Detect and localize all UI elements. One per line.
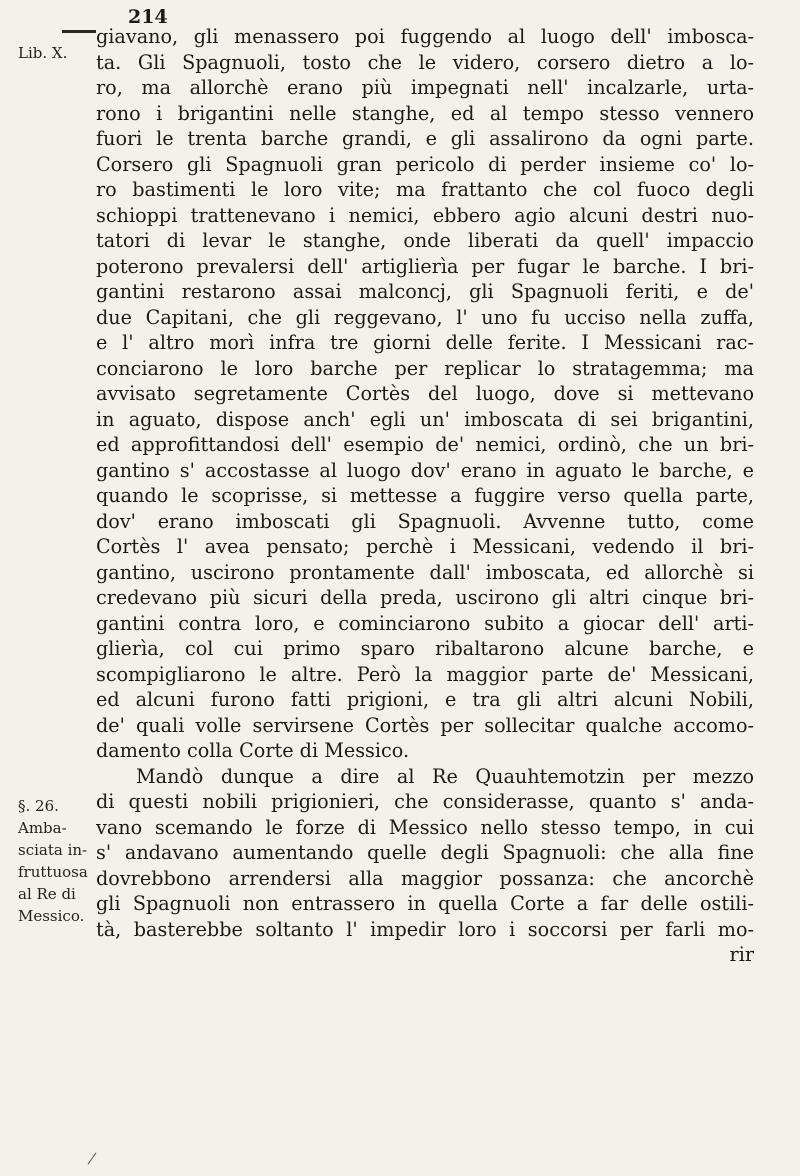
text-line: Cortès l' avea pensato; perchè i Messicani, vedendo il bri- — [96, 535, 754, 558]
text-line: vano scemando le forze di Messico nello stesso tempo, in cui — [96, 815, 754, 839]
text-line: Corsero gli Spagnuoli gran pericolo di perder insieme co' lo- — [96, 152, 754, 176]
page-number: 214 — [128, 6, 168, 28]
text-line: tatori di levar le stanghe, onde liberati da quell' impaccio — [96, 229, 754, 252]
text-line: gantino, uscirono prontamente dall' imboscata, ed allorchè si — [96, 560, 754, 584]
text-line: s' andavano aumentando quelle degli Spagnuoli: che alla fine — [96, 841, 754, 864]
text-line: conciarono le loro barche per replicar lo stratagemma; ma — [96, 356, 754, 380]
text-line: schioppi trattenevano i nemici, ebbero agio alcuni destri nuo- — [96, 203, 754, 227]
text-line: gantini contra loro, e cominciarono subito a giocar dell' arti- — [96, 611, 754, 635]
text-line: avvisato segretamente Cortès del luogo, dove si mettevano — [96, 382, 754, 405]
text-line: de' quali volle servirsene Cortès per sollecitar qualche accomo- — [96, 713, 754, 737]
text-line: gli Spagnuoli non entrassero in quella Corte a far delle ostili- — [96, 892, 754, 915]
margin-note-line: sciata in- — [18, 841, 88, 859]
text-line: gantino s' accostasse al luogo dov' erano in aguato le barche, e — [96, 458, 754, 482]
text-line: quando le scoprisse, si mettesse a fuggire verso quella parte, — [96, 484, 754, 507]
margin-note-line: fruttuosa — [18, 863, 88, 881]
body-text — [96, 24, 754, 968]
margin-note-book — [18, 42, 68, 64]
text-line: tà, basterebbe soltanto l' impedir loro i soccorsi per farli mo- — [96, 917, 754, 941]
margin-note-line: al Re di — [18, 885, 76, 903]
margin-note-line: Amba- — [18, 819, 67, 837]
margin-note-line: Lib. X. — [18, 44, 68, 62]
text-line: giavano, gli menassero poi fuggendo al luogo dell' imbosca- — [96, 25, 754, 48]
text-line: dov' erano imboscati gli Spagnuoli. Avvenne tutto, come — [96, 509, 754, 533]
text-line: ed alcuni furono fatti prigioni, e tra gli altri alcuni Nobili, — [96, 688, 754, 711]
text-line: gantini restarono assai malconcj, gli Spagnuoli feriti, e de' — [96, 280, 754, 303]
margin-note-section-26 — [18, 795, 88, 927]
text-line: poterono prevalersi dell' artiglierìa per fugar le barche. I bri- — [96, 254, 754, 278]
text-line: ro bastimenti le loro vite; ma frattanto che col fuoco degli — [96, 178, 754, 201]
scan-mark — [88, 1152, 97, 1164]
text-line: Mandò dunque a dire al Re Quauhtemotzin per mezzo — [136, 764, 754, 788]
text-line: credevano più sicuri della preda, uscirono gli altri cinque bri- — [96, 586, 754, 609]
text-line: di questi nobili prigionieri, che considerasse, quanto s' anda- — [96, 790, 754, 813]
text-line: e l' altro morì infra tre giorni delle ferite. I Messicani rac- — [96, 331, 754, 354]
margin-note-line: Messico. — [18, 907, 85, 925]
text-line: damento colla Corte di Messico. — [96, 739, 410, 762]
text-line: rono i brigantini nelle stanghe, ed al tempo stesso vennero — [96, 101, 754, 125]
text-line: in aguato, dispose anch' egli un' imboscata di sei brigantini, — [96, 407, 754, 431]
text-line: ta. Gli Spagnuoli, tosto che le videro, corsero dietro a lo- — [96, 50, 754, 74]
text-line: glierìa, col cui primo sparo ribaltarono alcune barche, e — [96, 637, 754, 660]
text-line: fuori le trenta barche grandi, e gli assalirono da ogni parte. — [96, 127, 754, 150]
text-line: rir — [729, 943, 754, 966]
text-line: scompigliarono le altre. Però la maggior parte de' Messicani, — [96, 662, 754, 686]
text-line: ed approfittandosi dell' esempio de' nemici, ordinò, che un bri- — [96, 433, 754, 456]
text-line: ro, ma allorchè erano più impegnati nell' incalzarle, urta- — [96, 76, 754, 99]
header-rule — [62, 30, 96, 33]
margin-note-line: §. 26. — [18, 797, 59, 815]
text-line: dovrebbono arrendersi alla maggior possanza: che ancorchè — [96, 866, 754, 890]
text-line: due Capitani, che gli reggevano, l' uno fu ucciso nella zuffa, — [96, 305, 754, 329]
